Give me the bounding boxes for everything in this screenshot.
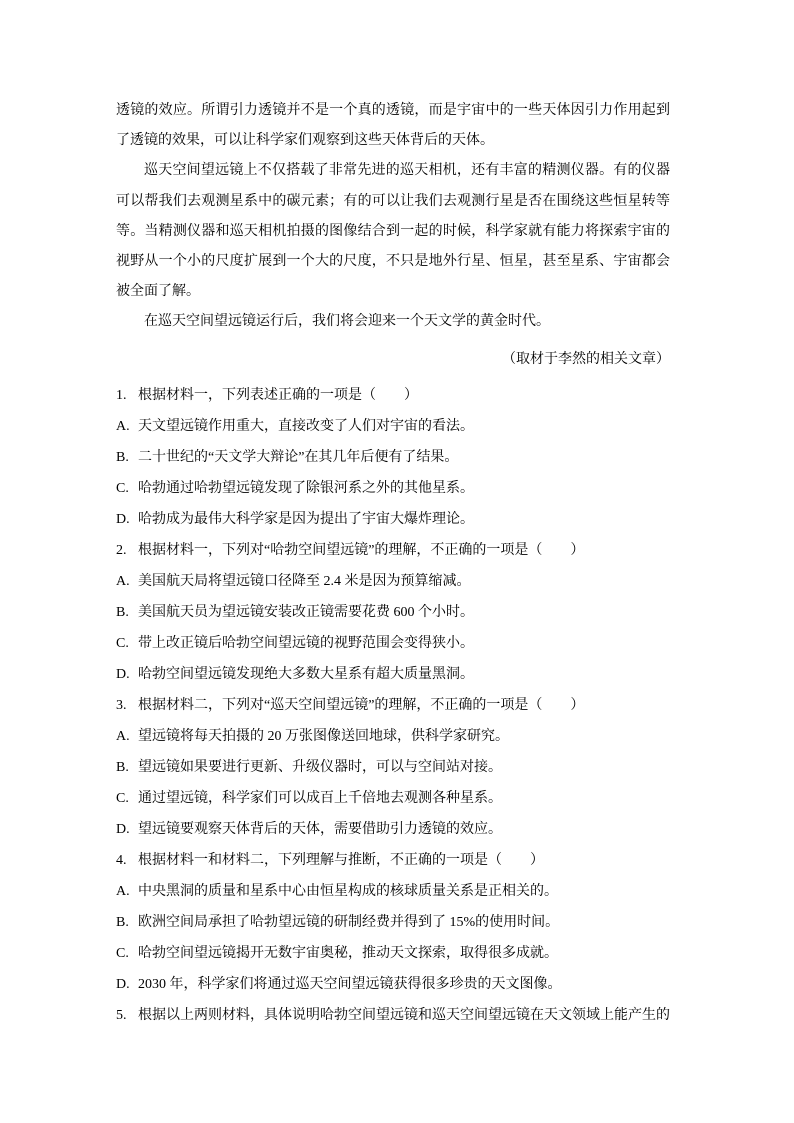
option-label: A. [116,883,130,899]
question-3-stem [116,690,670,721]
option-text: 哈勃成为最伟大科学家是因为提出了宇宙大爆炸理论。 [138,511,474,527]
question-number: 2. [116,542,127,558]
option-label: D. [116,976,130,992]
option-text: 哈勃空间望远镜揭开无数宇宙奥秘，推动天文探索，取得很多成就。 [138,945,558,961]
question-3-option-c [116,783,670,814]
question-2-option-d [116,659,670,690]
question-list [116,380,670,1031]
body-paragraph-survey-telescope: 巡天空间望远镜上不仅搭载了非常先进的巡天相机，还有丰富的精测仪器。有的仪器可以帮我们去观测星系中的碳元素；有的可以让我们去观测行星是否在围绕这些恒星转等等。当精测仪器和巡天相机拍摄的图像结合到一起的时候，科学家就有能力将探索宇宙的视野从一个小的尺度扩展到一个大的尺度，不只是地外行星、恒星，甚至星系、宇宙都会被全面了解。 [116,163,670,300]
question-1-option-d [116,504,670,535]
question-stem-text: 根据材料一和材料二，下列理解与推断，不正确的一项是（ ） [138,852,544,868]
option-text: 哈勃空间望远镜发现绝大多数大星系有超大质量黑洞。 [138,666,474,682]
option-text: 带上改正镜后哈勃空间望远镜的视野范围会变得狭小。 [138,635,474,651]
question-2-option-a [116,566,670,597]
question-4-option-a [116,876,670,907]
option-text: 中央黑洞的质量和星系中心由恒星构成的核球质量关系是正相关的。 [138,883,558,899]
question-2-option-c [116,628,670,659]
option-text: 天文望远镜作用重大，直接改变了人们对宇宙的看法。 [138,418,474,434]
question-4-option-b [116,907,670,938]
option-label: D. [116,511,130,527]
question-1-option-a [116,411,670,442]
option-label: C. [116,945,129,961]
option-label: A. [116,418,130,434]
option-label: B. [116,759,129,775]
option-text: 望远镜要观察天体背后的天体，需要借助引力透镜的效应。 [138,821,502,837]
option-text: 望远镜将每天拍摄的 20 万张图像送回地球，供科学家研究。 [138,728,509,744]
option-label: A. [116,728,130,744]
document-body [116,96,670,1031]
option-label: D. [116,666,130,682]
question-3-option-d [116,814,670,845]
question-stem-text: 根据材料一，下列对“哈勃空间望远镜”的理解，不正确的一项是（ ） [138,542,585,558]
question-1-option-b [116,442,670,473]
option-label: A. [116,573,130,589]
option-label: C. [116,790,129,806]
option-label: D. [116,821,130,837]
question-number: 1. [116,387,127,403]
option-text: 2030 年，科学家们将通过巡天空间望远镜获得很多珍贵的天文图像。 [138,976,562,992]
option-text: 通过望远镜，科学家们可以成百上千倍地去观测各种星系。 [138,790,502,806]
option-label: C. [116,480,129,496]
question-2-stem [116,535,670,566]
option-text: 二十世纪的“天文学大辩论”在其几年后便有了结果。 [138,449,459,465]
question-stem-text: 根据材料二，下列对“巡天空间望远镜”的理解，不正确的一项是（ ） [138,697,585,713]
question-1-option-c [116,473,670,504]
question-number: 4. [116,852,127,868]
question-2-option-b [116,597,670,628]
option-text: 望远镜如果要进行更新、升级仪器时，可以与空间站对接。 [138,759,502,775]
body-paragraph-golden-age: 在巡天空间望远镜运行后，我们将会迎来一个天文学的黄金时代。 [144,314,550,330]
question-1-stem [116,380,670,411]
option-label: B. [116,449,129,465]
option-text: 欧洲空间局承担了哈勃望远镜的研制经费并得到了 15%的使用时间。 [138,914,560,930]
question-stem-text: 根据以上两则材料，具体说明哈勃空间望远镜和巡天空间望远镜在天文领域上能产生的 [138,1007,670,1023]
question-3-option-b [116,752,670,783]
body-paragraph-continuation: 透镜的效应。所谓引力透镜并不是一个真的透镜，而是宇宙中的一些天体因引力作用起到了透镜的效果，可以让科学家们观察到这些天体背后的天体。 [116,103,670,149]
option-label: C. [116,635,129,651]
question-3-option-a [116,721,670,752]
option-text: 美国航天局将望远镜口径降至 2.4 米是因为预算缩减。 [138,573,471,589]
question-number: 3. [116,697,127,713]
question-5-stem [116,1000,670,1031]
option-label: B. [116,914,129,930]
question-4-stem [116,845,670,876]
attribution-line: （取材于李然的相关文章） [502,351,670,367]
question-stem-text: 根据材料一，下列表述正确的一项是（ ） [138,387,418,403]
option-label: B. [116,604,129,620]
question-4-option-d [116,969,670,1000]
question-number: 5. [116,1007,127,1023]
option-text: 哈勃通过哈勃望远镜发现了除银河系之外的其他星系。 [138,480,474,496]
option-text: 美国航天员为望远镜安装改正镜需要花费 600 个小时。 [138,604,474,620]
question-4-option-c [116,938,670,969]
